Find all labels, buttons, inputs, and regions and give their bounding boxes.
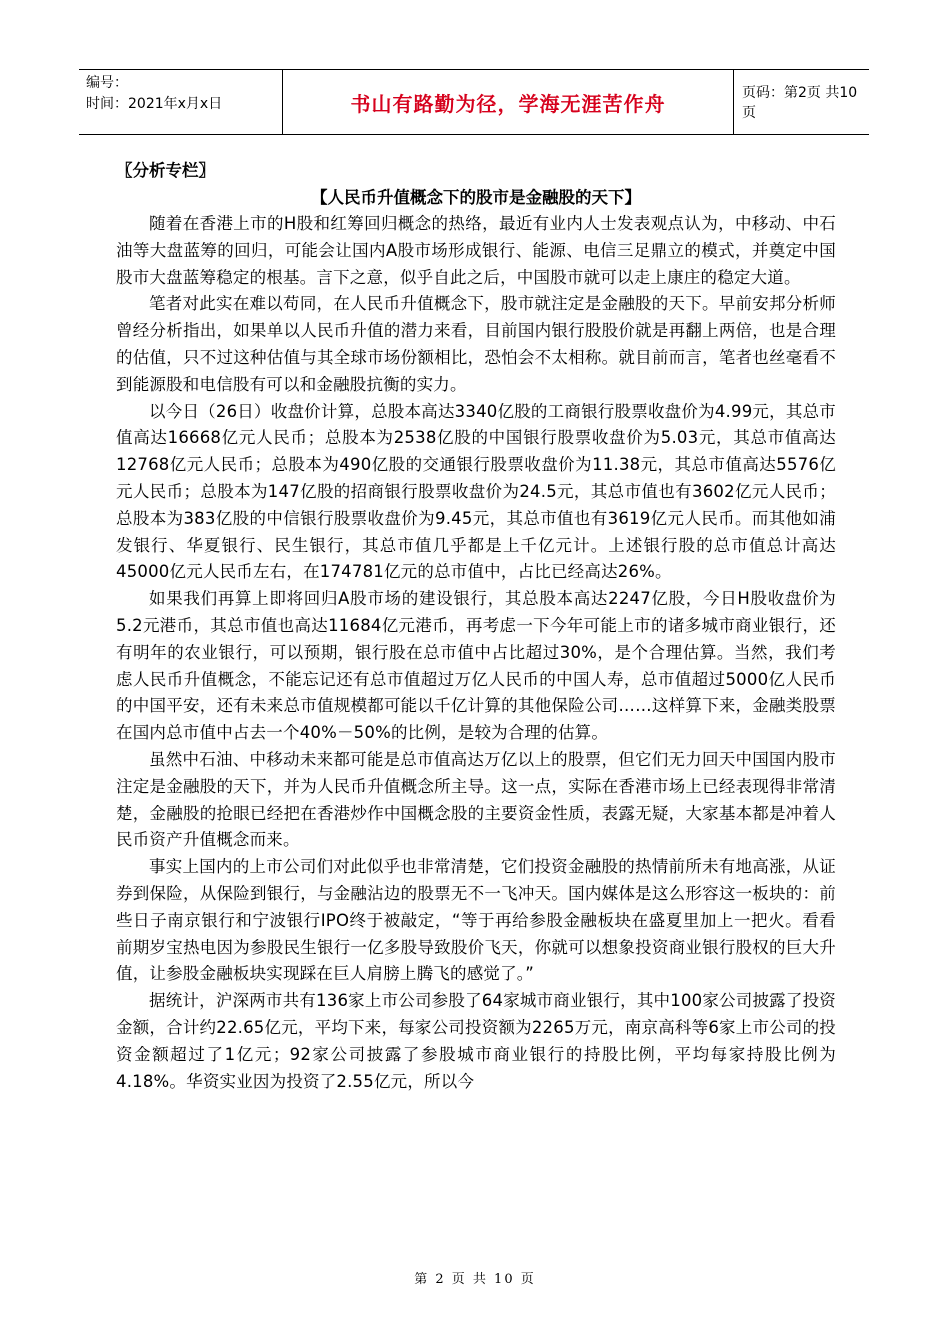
article-title: 【人民币升值概念下的股市是金融股的天下】 <box>311 188 641 207</box>
paragraph: 据统计，沪深两市共有136家上市公司参股了64家城市商业银行，其中100家公司披露了投资金额，合计约22.65亿元，平均下来，每家公司投资额为2265万元，南京高科等6家上市公司的投资金额超过了1亿元；92家公司披露了参股城市商业银行的持股比例，平均每家持股比例为4.18%。华资实业因为投资了2.55亿元，所以今 <box>116 991 836 1091</box>
article-body <box>116 157 836 1095</box>
paragraph: 以今日（26日）收盘价计算，总股本高达3340亿股的工商银行股票收盘价为4.99元，其总市值高达16668亿元人民币；总股本为2538亿股的中国银行股票收盘价为5.03元，其总市值高达12768亿元人民币；总股本为490亿股的交通银行股票收盘价为11.38元，其总市值高达5576亿元人民币；总股本为147亿股的招商银行股票收盘价为24.5元，其总市值也有3602亿元人民币；总股本为383亿股的中信银行股票收盘价为9.45元，其总市值也有3619亿元人民币。而其他如浦发银行、华夏银行、民生银行，其总市值几乎都是上千亿元计。上述银行股的总市值总计高达45000亿元人民币左右，在174781亿元的总市值中，占比已经高达26%。 <box>116 401 836 582</box>
header-motto: 书山有路勤为径，学海无涯苦作舟 <box>283 70 734 134</box>
section-label: 〖分析专栏〗 <box>116 161 215 180</box>
paragraph: 如果我们再算上即将回归A股市场的建设银行，其总股本高达2247亿股，今日H股收盘价为5.2元港币，其总市值也高达11684亿元港币，再考虑一下今年可能上市的诸多城市商业银行，还有明年的农业银行，可以预期，银行股在总市值中占比超过30%，是个合理估算。当然，我们考虑人民币升值概念，不能忘记还有总市值超过万亿人民币的中国人寿，总市值超过5000亿人民币的中国平安，还有未来总市值规模都可能以千亿计算的其他保险公司……这样算下来，金融类股票在国内总市值中占去一个40%－50%的比例，是较为合理的估算。 <box>116 589 836 743</box>
document-date-label: 时间：2021年x月x日 <box>86 96 223 112</box>
header-page-info: 页码：第2页 共10页 <box>742 85 858 121</box>
page-footer: 第 2 页 共 10 页 <box>414 1272 536 1287</box>
paragraph: 笔者对此实在难以苟同，在人民币升值概念下，股市就注定是金融股的天下。早前安邦分析师曾经分析指出，如果单以人民币升值的潜力来看，目前国内银行股股价就是再翻上两倍，也是合理的估值，只不过这种估值与其全球市场份额相比，恐怕会不太相称。就目前而言，笔者也丝毫看不到能源股和电信股有可以和金融股抗衡的实力。 <box>116 294 836 394</box>
paragraph: 随着在香港上市的H股和红筹回归概念的热络，最近有业内人士发表观点认为，中移动、中石油等大盘蓝筹的回归，可能会让国内A股市场形成银行、能源、电信三足鼎立的模式，并奠定中国股市大盘蓝筹稳定的根基。言下之意，似乎自此之后，中国股市就可以走上康庄的稳定大道。 <box>116 214 836 287</box>
document-number-label: 编号： <box>86 75 128 91</box>
paragraph: 事实上国内的上市公司们对此似乎也非常清楚，它们投资金融股的热情前所未有地高涨，从证券到保险，从保险到银行，与金融沾边的股票无不一飞冲天。国内媒体是这么形容这一板块的：前些日子南京银行和宁波银行IPO终于被敲定，“等于再给参股金融板块在盛夏里加上一把火。看看前期岁宝热电因为参股民生银行一亿多股导致股价飞天，你就可以想象投资商业银行股权的巨大升值，让参股金融板块实现踩在巨人肩膀上腾飞的感觉了。” <box>116 857 836 984</box>
page-header <box>79 69 869 135</box>
paragraph: 虽然中石油、中移动未来都可能是总市值高达万亿以上的股票，但它们无力回天中国国内股市注定是金融股的天下，并为人民币升值概念所主导。这一点，实际在香港市场上已经表现得非常清楚，金融股的抢眼已经把在香港炒作中国概念股的主要资金性质，表露无疑，大家基本都是冲着人民币资产升值概念而来。 <box>116 749 836 850</box>
header-left-cell <box>79 70 283 134</box>
